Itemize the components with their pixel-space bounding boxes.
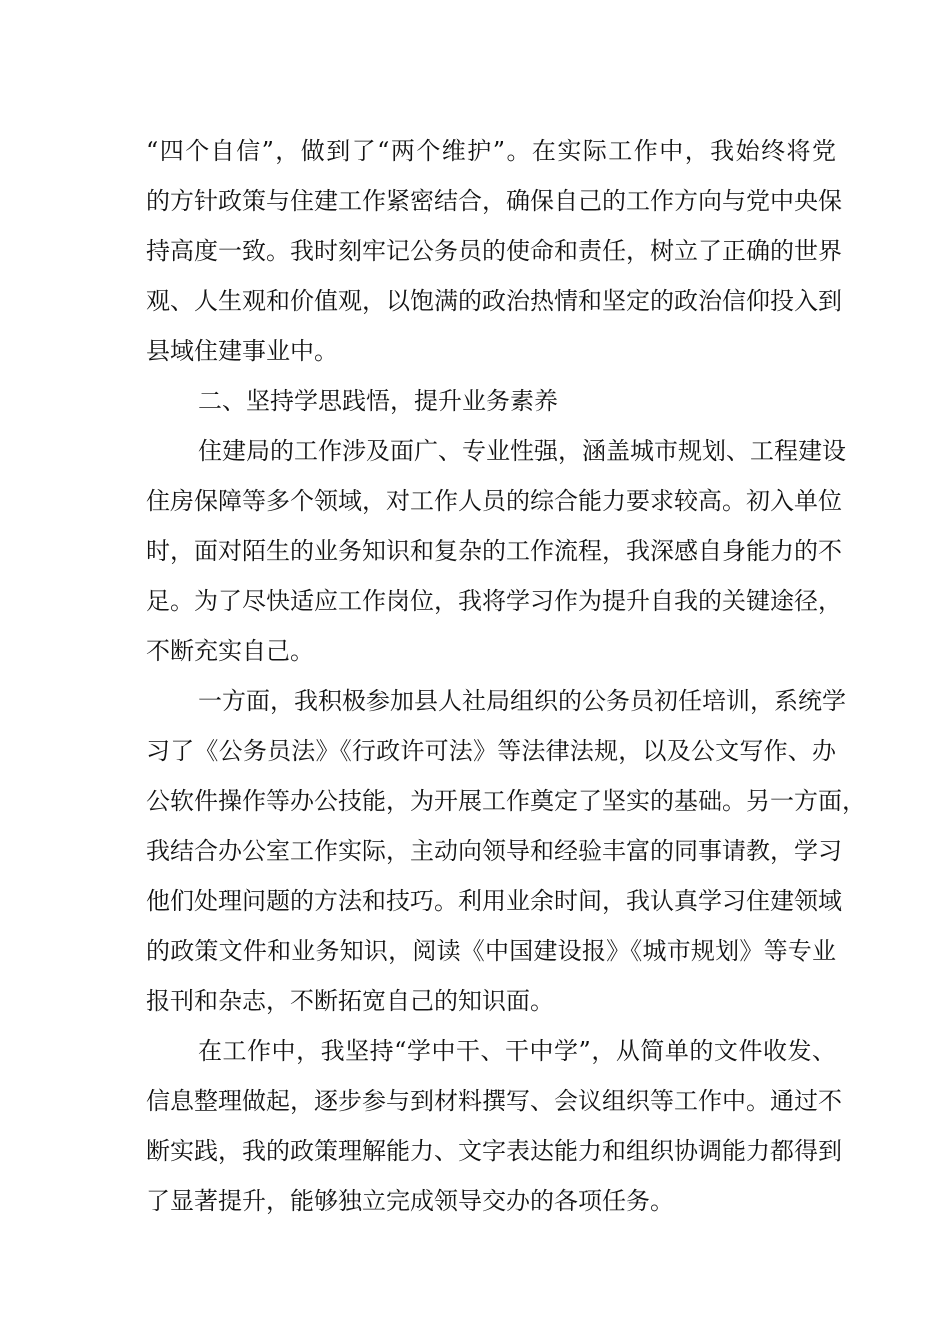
- text-line: 足。为了尽快适应工作岗位，我将学习作为提升自我的关键途径，: [146, 587, 842, 615]
- paragraph: [146, 1026, 842, 1226]
- text-line: 一方面，我积极参加县人社局组织的公务员初任培训，系统学: [198, 687, 846, 715]
- paragraph: [146, 426, 846, 676]
- text-line: 断实践，我的政策理解能力、文字表达能力和组织协调能力都得到: [146, 1137, 842, 1165]
- paragraph: [146, 676, 866, 1026]
- text-line: 公软件操作等办公技能，为开展工作奠定了坚实的基础。另一方面，: [146, 787, 866, 815]
- text-line: 在工作中，我坚持“学中干、干中学”，从简单的文件收发、: [198, 1037, 836, 1065]
- text-line: 住建局的工作涉及面广、专业性强，涵盖城市规划、工程建设: [198, 437, 846, 465]
- text-line: 不断充实自己。: [146, 637, 314, 665]
- text-line: 信息整理做起，逐步参与到材料撰写、会议组织等工作中。通过不: [146, 1087, 842, 1115]
- heading-text: 二、坚持学思践悟，提升业务素养: [198, 387, 558, 415]
- text-line: 报刊和杂志，不断拓宽自己的知识面。: [146, 987, 554, 1015]
- text-line: “四个自信”，做到了“两个维护”。在实际工作中，我始终将党: [146, 137, 836, 165]
- text-line: 我结合办公室工作实际，主动向领导和经验丰富的同事请教，学习: [146, 837, 842, 865]
- text-line: 住房保障等多个领域，对工作人员的综合能力要求较高。初入单位: [146, 487, 842, 515]
- document-body: [146, 126, 866, 1226]
- text-line: 了显著提升，能够独立完成领导交办的各项任务。: [146, 1187, 674, 1215]
- paragraph: [146, 126, 842, 376]
- text-line: 习了《公务员法》《行政许可法》等法律法规，以及公文写作、办: [146, 737, 836, 765]
- text-line: 观、人生观和价值观，以饱满的政治热情和坚定的政治信仰投入到: [146, 287, 842, 315]
- text-line: 的方针政策与住建工作紧密结合，确保自己的工作方向与党中央保: [146, 187, 842, 215]
- text-line: 持高度一致。我时刻牢记公务员的使命和责任，树立了正确的世界: [146, 237, 842, 265]
- text-line: 时，面对陌生的业务知识和复杂的工作流程，我深感自身能力的不: [146, 537, 842, 565]
- text-line: 的政策文件和业务知识，阅读《中国建设报》《城市规划》等专业: [146, 937, 836, 965]
- text-line: 县域住建事业中。: [146, 337, 338, 365]
- text-line: 他们处理问题的方法和技巧。利用业余时间，我认真学习住建领域: [146, 887, 842, 915]
- section-heading: [146, 376, 836, 426]
